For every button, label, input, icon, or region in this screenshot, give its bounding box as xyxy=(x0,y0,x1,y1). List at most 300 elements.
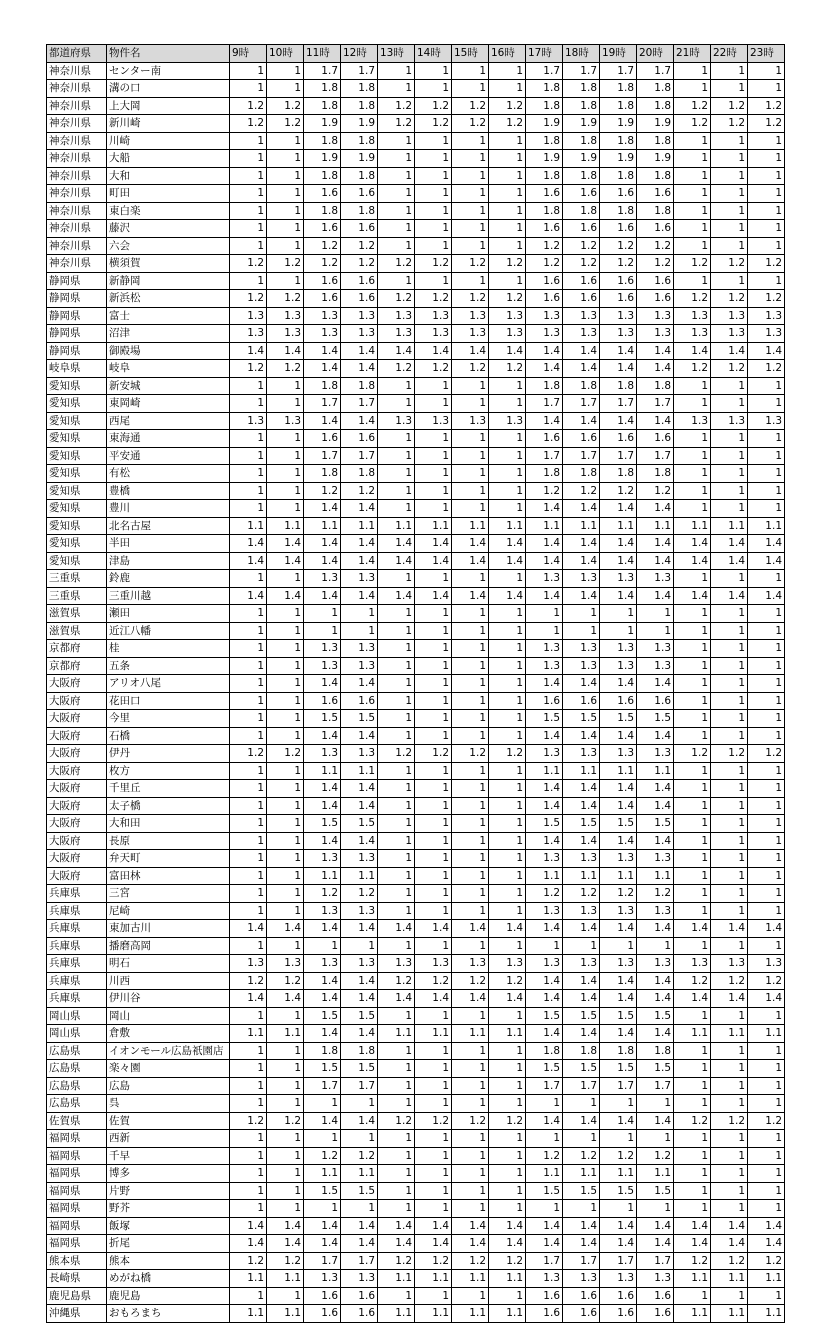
hour-rate-cell: 1.6 xyxy=(637,430,674,448)
hour-rate-cell: 1 xyxy=(489,202,526,220)
hour-rate-cell: 1.4 xyxy=(674,1235,711,1253)
hour-rate-cell: 1 xyxy=(600,937,637,955)
hour-rate-cell: 1.2 xyxy=(674,290,711,308)
header-hour: 19時 xyxy=(600,45,637,63)
property-name-cell: 富士 xyxy=(107,307,230,325)
hour-rate-cell: 1 xyxy=(748,447,785,465)
hour-rate-cell: 1.4 xyxy=(341,1025,378,1043)
property-name-cell: 鹿児島 xyxy=(107,1287,230,1305)
hour-rate-cell: 1 xyxy=(674,815,711,833)
table-row xyxy=(47,517,785,535)
property-name-cell: 大和田 xyxy=(107,815,230,833)
hour-rate-cell: 1.5 xyxy=(341,710,378,728)
hour-rate-cell: 1 xyxy=(415,395,452,413)
hour-rate-cell: 1 xyxy=(711,465,748,483)
property-name-cell: 北名古屋 xyxy=(107,517,230,535)
hour-rate-cell: 1 xyxy=(711,430,748,448)
hour-rate-cell: 1.3 xyxy=(711,325,748,343)
table-row xyxy=(47,62,785,80)
hour-rate-cell: 1.1 xyxy=(489,517,526,535)
hour-rate-cell: 1.1 xyxy=(267,1270,304,1288)
hour-rate-cell: 1 xyxy=(674,1077,711,1095)
hour-rate-cell: 1 xyxy=(378,902,415,920)
hour-rate-cell: 1.3 xyxy=(304,955,341,973)
table-row xyxy=(47,570,785,588)
hour-rate-cell: 1.8 xyxy=(563,377,600,395)
property-name-cell: 東海通 xyxy=(107,430,230,448)
hour-rate-cell: 1 xyxy=(452,237,489,255)
table-row xyxy=(47,115,785,133)
hour-rate-cell: 1.2 xyxy=(748,115,785,133)
header-hour: 10時 xyxy=(267,45,304,63)
hour-rate-cell: 1 xyxy=(378,132,415,150)
hour-rate-cell: 1 xyxy=(489,167,526,185)
hour-rate-cell: 1.2 xyxy=(304,255,341,273)
hour-rate-cell: 1 xyxy=(304,1095,341,1113)
hour-rate-cell: 1.1 xyxy=(304,1165,341,1183)
hour-rate-cell: 1 xyxy=(230,570,267,588)
table-row xyxy=(47,360,785,378)
hour-rate-cell: 1 xyxy=(526,1130,563,1148)
property-name-cell: 佐賀 xyxy=(107,1112,230,1130)
prefecture-cell: 大阪府 xyxy=(47,797,107,815)
hour-rate-cell: 1.4 xyxy=(600,990,637,1008)
property-name-cell: おもろまち xyxy=(107,1305,230,1323)
hour-rate-cell: 1 xyxy=(415,62,452,80)
hour-rate-cell: 1 xyxy=(378,1130,415,1148)
hour-rate-cell: 1.3 xyxy=(341,902,378,920)
hour-rate-cell: 1 xyxy=(230,377,267,395)
hour-rate-cell: 1.4 xyxy=(600,920,637,938)
hour-rate-cell: 1.2 xyxy=(415,745,452,763)
hour-rate-cell: 1.2 xyxy=(267,115,304,133)
hour-rate-cell: 1.4 xyxy=(563,1217,600,1235)
hour-rate-cell: 1.2 xyxy=(378,1252,415,1270)
hour-rate-cell: 1 xyxy=(711,727,748,745)
hour-rate-cell: 1 xyxy=(748,710,785,728)
table-row xyxy=(47,955,785,973)
prefecture-cell: 滋賀県 xyxy=(47,622,107,640)
hour-rate-cell: 1 xyxy=(748,62,785,80)
hour-rate-cell: 1 xyxy=(711,167,748,185)
hour-rate-cell: 1.2 xyxy=(415,1112,452,1130)
hour-rate-cell: 1.4 xyxy=(415,990,452,1008)
hour-rate-cell: 1 xyxy=(415,850,452,868)
hour-rate-cell: 1 xyxy=(489,1287,526,1305)
hour-rate-cell: 1.4 xyxy=(711,587,748,605)
hour-rate-cell: 1 xyxy=(267,220,304,238)
hour-rate-cell: 1 xyxy=(452,202,489,220)
table-row xyxy=(47,1182,785,1200)
hour-rate-cell: 1.4 xyxy=(378,1235,415,1253)
hour-rate-cell: 1.4 xyxy=(637,1217,674,1235)
hour-rate-cell: 1.3 xyxy=(267,412,304,430)
header-hour: 23時 xyxy=(748,45,785,63)
hour-rate-cell: 1.4 xyxy=(304,342,341,360)
hour-rate-cell: 1.7 xyxy=(600,1077,637,1095)
hour-rate-cell: 1.3 xyxy=(563,657,600,675)
hour-rate-cell: 1.2 xyxy=(415,255,452,273)
hour-rate-cell: 1 xyxy=(267,657,304,675)
hour-rate-cell: 1 xyxy=(378,1182,415,1200)
hour-rate-cell: 1.1 xyxy=(637,762,674,780)
hour-rate-cell: 1 xyxy=(415,657,452,675)
hour-rate-cell: 1 xyxy=(711,202,748,220)
hour-rate-cell: 1.9 xyxy=(563,150,600,168)
hour-rate-cell: 1.5 xyxy=(526,1060,563,1078)
hour-rate-cell: 1 xyxy=(230,692,267,710)
hour-rate-cell: 1.3 xyxy=(304,745,341,763)
hour-rate-cell: 1 xyxy=(230,430,267,448)
table-row xyxy=(47,325,785,343)
hour-rate-cell: 1.6 xyxy=(341,1305,378,1323)
hour-rate-cell: 1.9 xyxy=(526,150,563,168)
hour-rate-cell: 1 xyxy=(267,1060,304,1078)
hour-rate-cell: 1 xyxy=(378,395,415,413)
hour-rate-cell: 1 xyxy=(526,622,563,640)
hour-rate-cell: 1 xyxy=(415,80,452,98)
hour-rate-cell: 1.1 xyxy=(378,1025,415,1043)
hour-rate-cell: 1 xyxy=(452,150,489,168)
hour-rate-cell: 1.5 xyxy=(304,1007,341,1025)
hour-rate-cell: 1 xyxy=(748,377,785,395)
hour-rate-cell: 1 xyxy=(711,447,748,465)
hour-rate-cell: 1 xyxy=(415,640,452,658)
header-hour: 13時 xyxy=(378,45,415,63)
table-row xyxy=(47,272,785,290)
table-row xyxy=(47,815,785,833)
hour-rate-cell: 1.4 xyxy=(526,1025,563,1043)
hour-rate-cell: 1.1 xyxy=(415,1025,452,1043)
hour-rate-cell: 1 xyxy=(674,465,711,483)
hour-rate-cell: 1.3 xyxy=(563,850,600,868)
hour-rate-cell: 1.3 xyxy=(378,325,415,343)
hour-rate-cell: 1 xyxy=(378,605,415,623)
hour-rate-cell: 1 xyxy=(230,762,267,780)
hour-rate-cell: 1.4 xyxy=(637,552,674,570)
hour-rate-cell: 1.4 xyxy=(489,552,526,570)
hour-rate-cell: 1.1 xyxy=(489,1025,526,1043)
hour-rate-cell: 1.2 xyxy=(674,745,711,763)
hour-rate-cell: 1.2 xyxy=(452,972,489,990)
hour-rate-cell: 1 xyxy=(452,377,489,395)
hour-rate-cell: 1 xyxy=(415,1007,452,1025)
header-hour: 9時 xyxy=(230,45,267,63)
hour-rate-cell: 1 xyxy=(267,1130,304,1148)
hour-rate-cell: 1 xyxy=(748,465,785,483)
header-hour: 20時 xyxy=(637,45,674,63)
hour-rate-cell: 1 xyxy=(230,500,267,518)
hour-rate-cell: 1.8 xyxy=(600,97,637,115)
hour-rate-cell: 1 xyxy=(267,132,304,150)
table-row xyxy=(47,587,785,605)
header-hour: 17時 xyxy=(526,45,563,63)
table-row xyxy=(47,797,785,815)
hour-rate-cell: 1.9 xyxy=(563,115,600,133)
hour-rate-cell: 1.4 xyxy=(230,342,267,360)
hour-rate-cell: 1.3 xyxy=(637,850,674,868)
hour-rate-cell: 1.5 xyxy=(304,815,341,833)
hour-rate-cell: 1.4 xyxy=(304,412,341,430)
hour-rate-cell: 1 xyxy=(489,1165,526,1183)
prefecture-cell: 三重県 xyxy=(47,570,107,588)
hour-rate-cell: 1 xyxy=(267,430,304,448)
hour-rate-cell: 1.6 xyxy=(341,272,378,290)
hour-rate-cell: 1.9 xyxy=(526,115,563,133)
hour-rate-cell: 1.7 xyxy=(637,447,674,465)
hour-rate-cell: 1 xyxy=(378,710,415,728)
hour-rate-cell: 1.3 xyxy=(304,657,341,675)
hour-rate-cell: 1.4 xyxy=(637,342,674,360)
hour-rate-cell: 1.5 xyxy=(563,710,600,728)
hour-rate-cell: 1.3 xyxy=(637,307,674,325)
property-name-cell: 御殿場 xyxy=(107,342,230,360)
hour-rate-cell: 1.1 xyxy=(415,517,452,535)
hour-rate-cell: 1.2 xyxy=(304,237,341,255)
hour-rate-cell: 1 xyxy=(378,1095,415,1113)
hour-rate-cell: 1 xyxy=(674,1287,711,1305)
hour-rate-cell: 1.6 xyxy=(526,272,563,290)
hour-rate-cell: 1 xyxy=(711,377,748,395)
hour-rate-cell: 1.6 xyxy=(304,430,341,448)
hour-rate-cell: 1 xyxy=(230,1200,267,1218)
header-hour: 14時 xyxy=(415,45,452,63)
hour-rate-cell: 1.5 xyxy=(526,710,563,728)
hour-rate-cell: 1 xyxy=(304,1130,341,1148)
hour-rate-cell: 1.6 xyxy=(637,272,674,290)
hour-rate-cell: 1.4 xyxy=(526,1217,563,1235)
hour-rate-cell: 1 xyxy=(267,850,304,868)
prefecture-cell: 兵庫県 xyxy=(47,972,107,990)
hour-rate-cell: 1 xyxy=(415,1130,452,1148)
hour-rate-cell: 1 xyxy=(674,640,711,658)
hour-rate-cell: 1.4 xyxy=(711,920,748,938)
hour-rate-cell: 1.2 xyxy=(341,482,378,500)
hour-rate-cell: 1 xyxy=(748,622,785,640)
hour-rate-cell: 1 xyxy=(378,150,415,168)
hour-rate-cell: 1.4 xyxy=(378,552,415,570)
hour-rate-cell: 1.3 xyxy=(452,955,489,973)
hour-rate-cell: 1.2 xyxy=(526,255,563,273)
hour-rate-cell: 1 xyxy=(489,1077,526,1095)
hour-rate-cell: 1.8 xyxy=(600,377,637,395)
prefecture-cell: 神奈川県 xyxy=(47,220,107,238)
hour-rate-cell: 1.2 xyxy=(415,360,452,378)
hour-rate-cell: 1 xyxy=(415,150,452,168)
hour-rate-cell: 1.1 xyxy=(452,1025,489,1043)
hour-rate-cell: 1 xyxy=(230,622,267,640)
hour-rate-cell: 1.3 xyxy=(267,955,304,973)
hour-rate-cell: 1 xyxy=(452,815,489,833)
property-name-cell: 今里 xyxy=(107,710,230,728)
hour-rate-cell: 1 xyxy=(378,1287,415,1305)
hour-rate-cell: 1.3 xyxy=(415,307,452,325)
hour-rate-cell: 1.7 xyxy=(341,62,378,80)
hour-rate-cell: 1 xyxy=(748,132,785,150)
hour-rate-cell: 1 xyxy=(267,1182,304,1200)
hour-rate-cell: 1 xyxy=(415,902,452,920)
table-row xyxy=(47,1025,785,1043)
hour-rate-cell: 1.1 xyxy=(304,762,341,780)
hour-rate-cell: 1.3 xyxy=(637,325,674,343)
table-row xyxy=(47,202,785,220)
hour-rate-cell: 1.2 xyxy=(378,290,415,308)
hour-rate-cell: 1.2 xyxy=(748,360,785,378)
hour-rate-cell: 1.2 xyxy=(563,237,600,255)
hour-rate-cell: 1.7 xyxy=(600,62,637,80)
hour-rate-cell: 1.2 xyxy=(230,1252,267,1270)
hour-rate-cell: 1.9 xyxy=(304,150,341,168)
property-name-cell: 伊川谷 xyxy=(107,990,230,1008)
hour-rate-cell: 1 xyxy=(489,1007,526,1025)
hour-rate-cell: 1.2 xyxy=(452,115,489,133)
hour-rate-cell: 1 xyxy=(267,150,304,168)
hour-rate-cell: 1 xyxy=(489,727,526,745)
hour-rate-cell: 1 xyxy=(267,692,304,710)
hour-rate-cell: 1.2 xyxy=(748,290,785,308)
hour-rate-cell: 1.8 xyxy=(600,132,637,150)
hour-rate-cell: 1 xyxy=(674,780,711,798)
prefecture-cell: 静岡県 xyxy=(47,290,107,308)
hour-rate-cell: 1.4 xyxy=(304,727,341,745)
hour-rate-cell: 1.3 xyxy=(637,745,674,763)
hour-rate-cell: 1 xyxy=(748,867,785,885)
hour-rate-cell: 1.4 xyxy=(526,342,563,360)
hour-rate-cell: 1.2 xyxy=(230,255,267,273)
hour-rate-cell: 1.4 xyxy=(563,797,600,815)
hour-rate-cell: 1 xyxy=(378,657,415,675)
property-name-cell: 楽々園 xyxy=(107,1060,230,1078)
table-row xyxy=(47,640,785,658)
hour-rate-cell: 1 xyxy=(267,237,304,255)
hour-rate-cell: 1 xyxy=(637,937,674,955)
hour-rate-cell: 1.3 xyxy=(563,570,600,588)
hour-rate-cell: 1 xyxy=(415,377,452,395)
hour-rate-cell: 1.2 xyxy=(230,360,267,378)
hour-rate-cell: 1 xyxy=(415,447,452,465)
hour-rate-cell: 1 xyxy=(674,1147,711,1165)
hour-rate-cell: 1.1 xyxy=(452,1270,489,1288)
hour-rate-cell: 1.3 xyxy=(526,640,563,658)
header-hour: 21時 xyxy=(674,45,711,63)
hour-rate-cell: 1.7 xyxy=(304,1077,341,1095)
hour-rate-cell: 1.3 xyxy=(600,640,637,658)
hour-rate-cell: 1.4 xyxy=(304,920,341,938)
hour-rate-cell: 1.1 xyxy=(637,867,674,885)
property-name-cell: 町田 xyxy=(107,185,230,203)
hour-rate-cell: 1 xyxy=(489,832,526,850)
hour-rate-cell: 1.2 xyxy=(748,1252,785,1270)
hour-rate-cell: 1 xyxy=(748,430,785,448)
hour-rate-cell: 1 xyxy=(748,272,785,290)
hour-rate-cell: 1 xyxy=(748,640,785,658)
hour-rate-cell: 1.2 xyxy=(378,1112,415,1130)
property-name-cell: 五条 xyxy=(107,657,230,675)
property-name-cell: 川崎 xyxy=(107,132,230,150)
hour-rate-cell: 1 xyxy=(452,657,489,675)
hour-rate-cell: 1 xyxy=(711,1200,748,1218)
hour-rate-cell: 1.3 xyxy=(637,902,674,920)
hour-rate-cell: 1.2 xyxy=(711,255,748,273)
hour-rate-cell: 1.2 xyxy=(378,360,415,378)
hour-rate-cell: 1.4 xyxy=(267,587,304,605)
hour-rate-cell: 1.6 xyxy=(637,1287,674,1305)
hour-rate-cell: 1.6 xyxy=(526,290,563,308)
hour-rate-cell: 1.4 xyxy=(452,535,489,553)
hour-rate-cell: 1.3 xyxy=(563,955,600,973)
hour-rate-cell: 1 xyxy=(674,710,711,728)
hour-rate-cell: 1 xyxy=(378,885,415,903)
hour-rate-cell: 1 xyxy=(378,237,415,255)
property-name-cell: 呉 xyxy=(107,1095,230,1113)
hour-rate-cell: 1 xyxy=(452,185,489,203)
hour-rate-cell: 1 xyxy=(748,1042,785,1060)
hour-rate-cell: 1.5 xyxy=(600,1182,637,1200)
hour-rate-cell: 1.4 xyxy=(341,342,378,360)
hour-rate-cell: 1.7 xyxy=(600,1252,637,1270)
hour-rate-cell: 1.5 xyxy=(563,1007,600,1025)
hour-rate-cell: 1.8 xyxy=(304,465,341,483)
hour-rate-cell: 1.3 xyxy=(748,307,785,325)
hour-rate-cell: 1 xyxy=(748,185,785,203)
hour-rate-cell: 1.4 xyxy=(748,535,785,553)
table-row xyxy=(47,867,785,885)
hour-rate-cell: 1.8 xyxy=(637,465,674,483)
hour-rate-cell: 1 xyxy=(415,1200,452,1218)
hour-rate-cell: 1 xyxy=(267,1042,304,1060)
prefecture-cell: 愛知県 xyxy=(47,517,107,535)
hour-rate-cell: 1 xyxy=(748,482,785,500)
hour-rate-cell: 1 xyxy=(563,1200,600,1218)
hour-rate-cell: 1 xyxy=(674,622,711,640)
hour-rate-cell: 1.4 xyxy=(748,1217,785,1235)
hour-rate-cell: 1.2 xyxy=(267,1112,304,1130)
hour-rate-cell: 1 xyxy=(748,220,785,238)
prefecture-cell: 神奈川県 xyxy=(47,237,107,255)
hour-rate-cell: 1.3 xyxy=(304,325,341,343)
hour-rate-cell: 1 xyxy=(489,902,526,920)
hour-rate-cell: 1 xyxy=(748,1287,785,1305)
table-row xyxy=(47,1130,785,1148)
hour-rate-cell: 1.2 xyxy=(415,115,452,133)
hour-rate-cell: 1.3 xyxy=(637,955,674,973)
hour-rate-cell: 1 xyxy=(452,605,489,623)
hour-rate-cell: 1 xyxy=(637,622,674,640)
hour-rate-cell: 1 xyxy=(711,1165,748,1183)
hour-rate-cell: 1 xyxy=(230,185,267,203)
hour-rate-cell: 1.7 xyxy=(637,395,674,413)
hour-rate-cell: 1 xyxy=(378,692,415,710)
table-row xyxy=(47,1235,785,1253)
hour-rate-cell: 1.6 xyxy=(304,220,341,238)
hour-rate-cell: 1 xyxy=(378,465,415,483)
hour-rate-cell: 1.1 xyxy=(748,517,785,535)
hour-rate-cell: 1 xyxy=(415,1287,452,1305)
hour-rate-cell: 1.1 xyxy=(489,1270,526,1288)
hour-rate-cell: 1.1 xyxy=(378,1270,415,1288)
prefecture-cell: 兵庫県 xyxy=(47,920,107,938)
table-row xyxy=(47,395,785,413)
hour-rate-cell: 1 xyxy=(267,832,304,850)
hour-rate-cell: 1.2 xyxy=(711,972,748,990)
hour-rate-cell: 1.2 xyxy=(711,290,748,308)
hour-rate-cell: 1.2 xyxy=(304,482,341,500)
hour-rate-cell: 1.9 xyxy=(341,115,378,133)
hour-rate-cell: 1 xyxy=(489,272,526,290)
hour-rate-cell: 1 xyxy=(341,1095,378,1113)
hour-rate-cell: 1 xyxy=(230,447,267,465)
hour-rate-cell: 1 xyxy=(711,762,748,780)
